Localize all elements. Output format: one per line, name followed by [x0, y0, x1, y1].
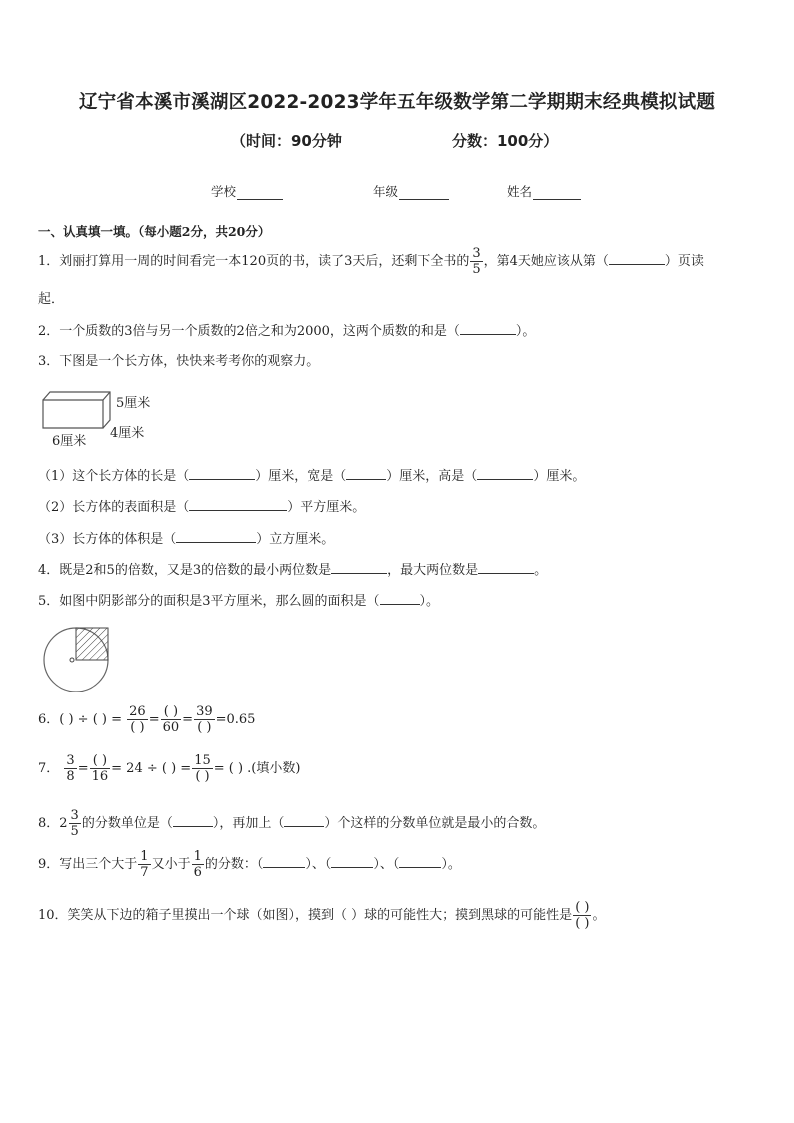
circle-figure	[40, 624, 116, 692]
q3-1-text-d: ）厘米。	[533, 469, 586, 484]
q9-blank-1[interactable]	[263, 855, 305, 868]
section-heading: 一、认真填一填。（每小题2分，共20分）	[38, 224, 271, 239]
q1-fraction: $\frac{3}{5}$	[472, 246, 481, 277]
q7-tail: = ( ) .(填小数)	[213, 761, 301, 776]
question-5	[38, 592, 439, 611]
name-blank[interactable]	[533, 187, 581, 200]
q3-1-text-c: ）厘米，高是（	[386, 469, 478, 484]
question-3-3	[38, 530, 334, 549]
q4-max-blank[interactable]	[478, 561, 534, 574]
q3-3-text: （3）长方体的体积是（	[38, 532, 177, 547]
question-10	[38, 900, 605, 931]
question-9	[38, 849, 461, 880]
q8-text-c: ）个这样的分数单位就是最小的合数。	[324, 816, 546, 831]
label-length: 6厘米	[52, 434, 87, 449]
q3-area-blank[interactable]	[189, 498, 287, 511]
name-label: 姓名	[507, 184, 533, 199]
school-label: 学校	[211, 184, 237, 199]
grade-blank[interactable]	[399, 187, 449, 200]
cuboid-figure	[40, 386, 120, 432]
q7-fraction-1: $\frac{3}{8}$	[66, 753, 75, 784]
q6-tail: =0.65	[215, 712, 256, 727]
time-label: （时间：90分钟	[231, 132, 342, 150]
q3-3-text-b: ）立方厘米。	[256, 532, 335, 547]
q8-count-blank[interactable]	[284, 814, 324, 827]
q7-eq1: =	[77, 761, 89, 776]
q10-tail: 。	[592, 908, 606, 923]
q10-text: 10．笑笑从下边的箱子里摸出一个球（如图），摸到（ ）球的可能性大；摸到黑球的可能性是	[38, 908, 573, 923]
q1-text: 1．刘丽打算用一周的时间看完一本120页的书，读了3天后，还剩下全书的	[38, 254, 470, 269]
q9-blank-2[interactable]	[331, 855, 373, 868]
q9-fraction-1: $\frac{1}{7}$	[140, 849, 149, 880]
q8-number: 8．2	[38, 816, 68, 831]
q4-min-blank[interactable]	[331, 561, 387, 574]
question-6	[38, 704, 255, 735]
name-field[interactable]	[507, 182, 581, 200]
q4-text-b: ，最大两位数是	[387, 563, 479, 578]
label-height: 5厘米	[116, 396, 151, 411]
q1-text-c: ）页读	[664, 254, 704, 269]
q9-text-f: ）。	[441, 857, 461, 872]
q3-length-blank[interactable]	[189, 467, 255, 480]
question-4	[38, 561, 547, 580]
q2-blank[interactable]	[460, 322, 516, 335]
label-width: 4厘米	[110, 426, 145, 441]
q1-blank[interactable]	[609, 252, 665, 265]
q5-text: 5．如图中阴影部分的面积是3平方厘米，那么圆的面积是（	[38, 594, 380, 609]
q3-height-blank[interactable]	[477, 467, 533, 480]
school-field[interactable]	[211, 182, 283, 200]
q9-text-c: 的分数：（	[204, 857, 264, 872]
q1-text-b: ，第4天她应该从第（	[483, 254, 609, 269]
q9-text: 9．写出三个大于	[38, 857, 138, 872]
q8-text: 的分数单位是（	[81, 816, 173, 831]
q3-width-blank[interactable]	[346, 467, 386, 480]
q7-fraction-3[interactable]: $\frac{15}{( )}$	[194, 753, 211, 784]
q5-blank[interactable]	[380, 592, 420, 605]
q9-text-e: ）、（	[373, 857, 400, 872]
q3-1-text-b: ）厘米，宽是（	[255, 469, 347, 484]
q6-fraction-1[interactable]: $\frac{26}{( )}$	[129, 704, 146, 735]
q6-fraction-2[interactable]: $\frac{( )}{60}$	[162, 704, 180, 735]
q9-text-b: 又小于	[151, 857, 191, 872]
question-1	[38, 246, 704, 277]
question-8	[38, 808, 545, 839]
school-blank[interactable]	[237, 187, 283, 200]
q9-blank-3[interactable]	[399, 855, 441, 868]
q6-eq1: =	[148, 712, 160, 727]
q4-text: 4．既是2和5的倍数，又是3的倍数的最小两位数是	[38, 563, 332, 578]
q3-volume-blank[interactable]	[176, 530, 256, 543]
q8-fraction: $\frac{3}{5}$	[70, 808, 79, 839]
q3-1-text: （1）这个长方体的长是（	[38, 469, 190, 484]
q8-text-b: ），再加上（	[212, 816, 285, 831]
q6-eq2: =	[182, 712, 194, 727]
q3-2-text: （2）长方体的表面积是（	[38, 500, 190, 515]
q7-fraction-2[interactable]: $\frac{( )}{16}$	[91, 753, 109, 784]
question-7	[38, 753, 300, 784]
q8-unit-blank[interactable]	[173, 814, 213, 827]
question-3-2	[38, 498, 365, 517]
page-title: 辽宁省本溪市溪湖区2022-2023学年五年级数学第二学期期末经典模拟试题	[78, 92, 716, 113]
q6-text: 6．( ) ÷ ( ) =	[38, 712, 123, 727]
question-3: 3．下图是一个长方体，快快来考考你的观察力。	[38, 354, 320, 369]
q6-fraction-3[interactable]: $\frac{39}{( )}$	[196, 704, 213, 735]
q4-text-c: 。	[534, 563, 548, 578]
q3-2-text-b: ）平方厘米。	[287, 500, 366, 515]
question-3-1	[38, 467, 585, 486]
q7-number: 7．	[38, 761, 60, 776]
q1-continuation: 起．	[38, 292, 65, 307]
q7-mid: = 24 ÷ ( ) =	[111, 761, 192, 776]
grade-field[interactable]	[373, 182, 449, 200]
q10-fraction[interactable]: $\frac{( )}{( )}$	[575, 900, 590, 931]
q9-text-d: ）、（	[305, 857, 332, 872]
q2-text: 2．一个质数的3倍与另一个质数的2倍之和为2000，这两个质数的和是（	[38, 324, 460, 339]
q9-fraction-2: $\frac{1}{6}$	[193, 849, 202, 880]
question-2	[38, 322, 535, 341]
score-label: 分数：100分）	[452, 132, 559, 150]
grade-label: 年级	[373, 184, 399, 199]
q2-text-b: ）。	[515, 324, 536, 339]
q5-text-b: ）。	[419, 594, 440, 609]
